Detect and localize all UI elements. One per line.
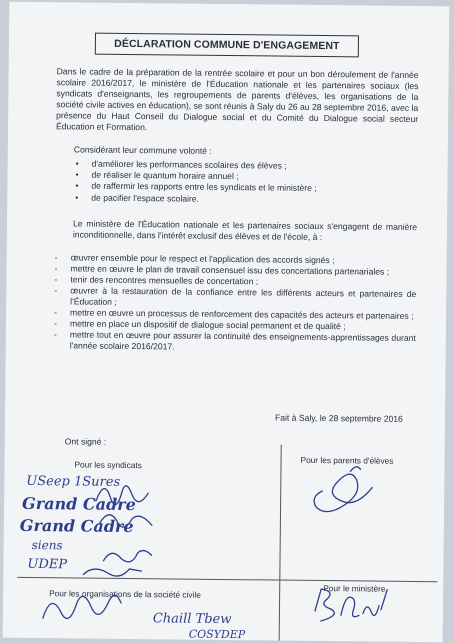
will-item: • de pacifier l'espace scolaire. xyxy=(73,192,393,207)
ministere-label: Pour le ministère xyxy=(323,583,386,594)
document-title: DÉCLARATION COMMUNE D'ENGAGEMENT xyxy=(95,33,359,58)
commitment-item: - mettre en place un dispositif de dialogue social permanent et de qualité ; xyxy=(52,318,416,333)
parent-signature xyxy=(314,474,372,512)
will-list xyxy=(73,158,393,206)
signature-scribbles xyxy=(3,442,445,643)
handwritten-syndicat: Grand Cadre xyxy=(21,493,136,515)
syndicat-signature-3 xyxy=(103,550,151,562)
syndicat-signature-2 xyxy=(100,515,152,528)
handwritten-syndicat: siens xyxy=(31,537,63,553)
syndicat-signature-4 xyxy=(83,569,141,577)
place-date: Fait à Saly, le 28 septembre 2016 xyxy=(274,412,403,424)
handwritten-civil: COSYDEP xyxy=(188,627,246,642)
commitment-paragraph: Le ministère de l'Éducation nationale et les partenaires sociaux s'engagent de manière inconditionnelle, dans l'intérêt exclusif des élèves et de l'école, à : xyxy=(72,218,418,243)
societe-civile-label: Pour les organisations de la société civile xyxy=(49,588,201,600)
commitment-item: - tenir des rencontres mensuelles de concertation ; xyxy=(52,274,416,289)
commitment-list xyxy=(52,252,417,355)
commitment-item: - mettre en œuvre le plan de travail consensuel issu des concertations partenariales ; xyxy=(52,263,416,278)
handwritten-syndicat: UDEP xyxy=(27,556,68,573)
document-page xyxy=(3,2,450,643)
parent-signature-tail xyxy=(350,467,360,472)
parents-label: Pour les parents d'élèves xyxy=(300,454,394,466)
will-item: • de raffermir les rapports entre les syndicats et le ministère ; xyxy=(73,181,393,196)
handwritten-syndicat: USeep 1Sures xyxy=(26,473,121,490)
will-item: • d'améliorer les performances scolaires des élèves ; xyxy=(74,158,394,173)
commitment-item: - mettre tout en œuvre pour assurer la continuité des enseignements-apprentissages durant l'année scolaire 2016/2017. xyxy=(52,329,416,355)
commitment-item: - œuvrer ensemble pour le respect et l'application des accords signés ; xyxy=(53,252,417,267)
ministere-signature xyxy=(315,589,387,622)
syndicats-label: Pour les syndicats xyxy=(74,459,142,471)
commitment-item: - œuvrer à la restauration de la confiance entre les différents acteurs et partenaires de l'Éducation ; xyxy=(52,285,416,311)
considering-heading: Considérant leur commune volonté : xyxy=(73,144,212,156)
will-item: • de réaliser le quantum horaire annuel ; xyxy=(73,170,393,185)
commitment-item: - mettre en œuvre un processus de renforcement des capacités des acteurs et partenaires ; xyxy=(52,307,416,322)
syndicat-signature-1 xyxy=(96,486,148,505)
intro-paragraph: Dans le cadre de la préparation de la rentrée scolaire et pour un bon déroulement de l'année scolaire 2016/2017, le ministère de l'Éducation nationale et les partenaires sociaux (les syndicats d'enseignants, les regroupements de parents d'élèves, les organisations de la société civile actives en éducation), se sont réunis à Saly du 26 au 28 septembre 2016, avec la présence du Haut Conseil du Dialogue social et du Comité du Dialogue social secteur Éducation et Formation. xyxy=(55,66,419,133)
signed-heading: Ont signé : xyxy=(64,436,107,447)
handwritten-syndicat: Grand Cadre xyxy=(19,515,134,537)
civil-signature-1 xyxy=(43,595,121,619)
handwritten-civil: Chaill Tbew xyxy=(152,611,232,628)
